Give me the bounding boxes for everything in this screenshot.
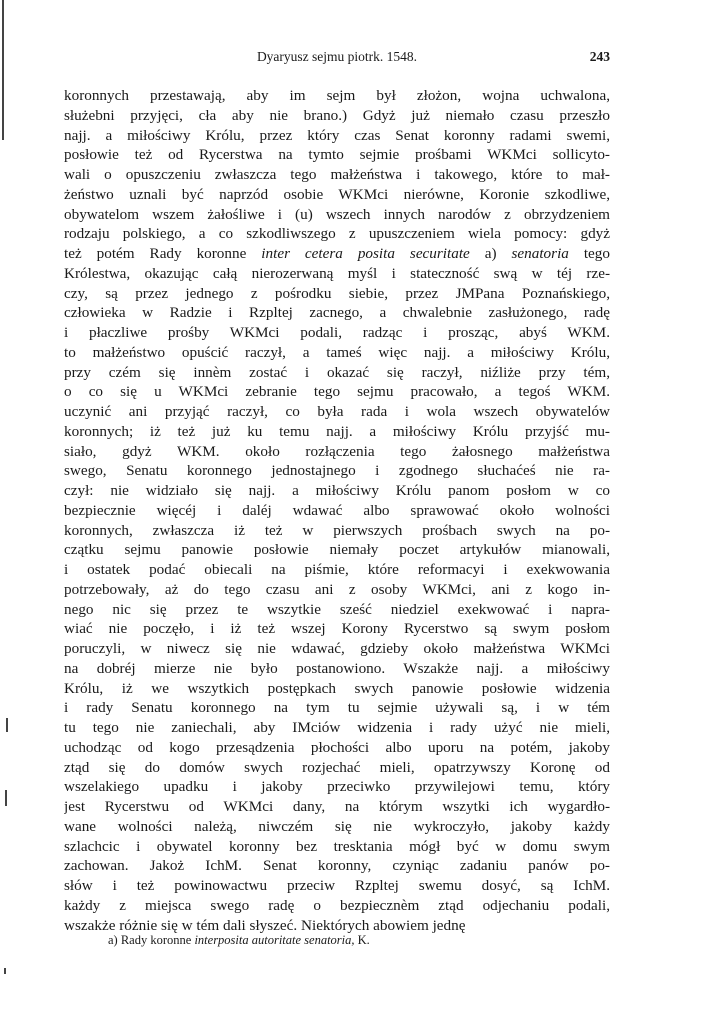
text-line: koronnych; iż też już ku temu najj. a miłościwy Królu przyjść mu-	[64, 422, 610, 440]
text-line: szlachcic i obywatel koronny bez tresktania mógł być w domu swym	[64, 837, 610, 855]
text-line: uczynić ani przyjąć raczył, co była rada i wola wszech obywatelów	[64, 403, 610, 420]
body-text	[64, 86, 610, 935]
italic-phrase: inter cetera posita securitate	[261, 245, 470, 262]
text-line: Królu, iż we wszytkich postępkach swych panowie posłowie widzenia	[64, 679, 610, 697]
text-line: przy czém się innèm zostać i okazać się raczył, niźliże przy tém,	[64, 363, 610, 381]
text-line: obywatelom wszem żałośliwe i (u) wszech innych narodów z obrzydzeniem	[64, 205, 610, 223]
text-line: jest Rycerstwu od WKMci dany, na którym wszytki ich wygardło-	[64, 798, 610, 815]
text-line: siało, gdyż WKM. około rozłączenia tego żałosnego małżeństwa	[64, 442, 610, 460]
text-line: nego nic się przez te wszytkie sześć niedziel exekwować i napra-	[64, 600, 610, 618]
text-line: czył: nie widziało się najj. a miłościwy Królu panom posłom w co	[64, 482, 610, 499]
text-line: wiać nie poczęło, i iż też wszej Korony Rycerstwo są swym posłom	[64, 620, 610, 638]
text-line: też potém Rady koronne inter cetera posita securitate a) senatoria tego	[64, 245, 610, 262]
text-line: i płaczliwe prośby WKMci podali, radząc i prosząc, abyś WKM.	[64, 324, 610, 341]
text-line: i rady Senatu koronnego na tym tu sejmie używali są, i w tém	[64, 699, 610, 717]
text-line: to małżeństwo opuścić raczył, a tameś więc najj. a miłościwy Królu,	[64, 343, 610, 361]
footnote-marker: a)	[108, 933, 118, 947]
text-line: wszakże różnie się w tém dali słyszeć. Niektórych abowiem jednę	[64, 916, 466, 934]
text-line: o co się u WKMci zebranie tego sejmu pracowało, a tegoś WKM.	[64, 383, 610, 401]
footnote-italic-text: interposita autoritate senatoria,	[194, 933, 355, 947]
text-line: czątku sejmu panowie posłowie niemały poczet artykułów mianowali,	[64, 541, 610, 559]
text-line: potrzebowały, aż do tego czasu ani z osoby WKMci, ani z kogo in-	[64, 580, 610, 598]
text-line: czy, są przez jednego z pośrodku siebie, przez JMPana Poznańskiego,	[64, 284, 610, 302]
text-line: żeństwo uznali być naprzód osobie WKMci nierówne, Koronie szkodliwe,	[64, 185, 610, 203]
text-line: koronnych, zwłaszcza iż też w pierwszych prośbach swych na po-	[64, 521, 610, 539]
text-line: każdy z miejsca swego radę o bezpiecznèm ztąd odjechaniu podali,	[64, 896, 610, 914]
text-line: zachowan. Jakoż IchM. Senat koronny, czyniąc zadaniu panów po-	[64, 857, 610, 875]
text-line: uchodząc od kogo przesądzenia płochości albo uporu na potém, jakoby	[64, 738, 610, 756]
text-line: człowieka w Radzie i Rzpltej zacnego, a chwalebnie zasłużonego, radę	[64, 304, 610, 322]
binding-edge-mark	[5, 790, 7, 806]
binding-edge-mark	[2, 0, 4, 140]
binding-edge-mark	[6, 718, 8, 732]
text-line: najj. a miłościwy Królu, przez który czas Senat koronny radami swemi,	[64, 126, 610, 144]
text-line: Królestwa, okazując całą nierozerwaną myśl i stateczność swą w téj rze-	[64, 264, 610, 282]
text-line: posłowie też od Rycerstwa na tymto sejmie prośbami WKMci sollicyto-	[64, 146, 610, 164]
text-line: na dobréj mierze nie było postanowiono. Wszakże najj. a miłościwy	[64, 659, 610, 677]
text-line: rodzaju polskiego, a co szkodliwszego z upuszczeniem wiela pomocy: gdyż	[64, 225, 610, 243]
text-line: słów i też powinowactwu przeciw Rzpltej swemu dosyć, są IchM.	[64, 877, 610, 894]
binding-edge-mark	[4, 968, 6, 974]
italic-phrase: senatoria	[511, 245, 569, 262]
text-line: ztąd się do domów swych rozjechać mieli, opatrzywszy Koronę od	[64, 758, 610, 776]
text-line: poruczyli, w niwecz się nie wdawać, gdzieby około małżeństwa WKMci	[64, 640, 610, 657]
text-line: wszelakiego upadku i jakoby przeciwko przywilejowi temu, który	[64, 778, 610, 796]
text-line: wane wolności należą, niwczém się nie wykroczyło, jakoby każdy	[64, 817, 610, 835]
text-line: swego, Senatu koronnego jednostajnego i zgodnego słuchaćeś nie ra-	[64, 462, 610, 480]
page-number: 243	[589, 49, 610, 64]
page-header	[64, 47, 610, 67]
running-title: Dyaryusz sejmu piotrk. 1548.	[256, 49, 418, 64]
text-line: służebni przyjęci, cła aby nie brano.) Gdyż już niemało czasu przeszło	[64, 106, 610, 124]
footnote	[108, 931, 608, 949]
text-line: bezpiecznie więcéj i daléj wdawać albo sprawować około wolności	[64, 501, 610, 519]
footnote-source: K.	[357, 933, 370, 947]
text-line: i ostatek podać obiecali na piśmie, które reformacyi i exekwowania	[64, 561, 610, 578]
footnote-text: Rady koronne	[120, 933, 192, 947]
text-line: koronnych przestawają, aby im sejm był złożon, wojna uchwalona,	[64, 87, 610, 104]
text-line: wali o opuszczeniu zwłaszcza tego małżeństwa i takowego, które to mał-	[64, 166, 610, 183]
text-line: tu tego nie zaniechali, aby IMciów widzenia i rady użyć nie mieli,	[64, 719, 610, 736]
